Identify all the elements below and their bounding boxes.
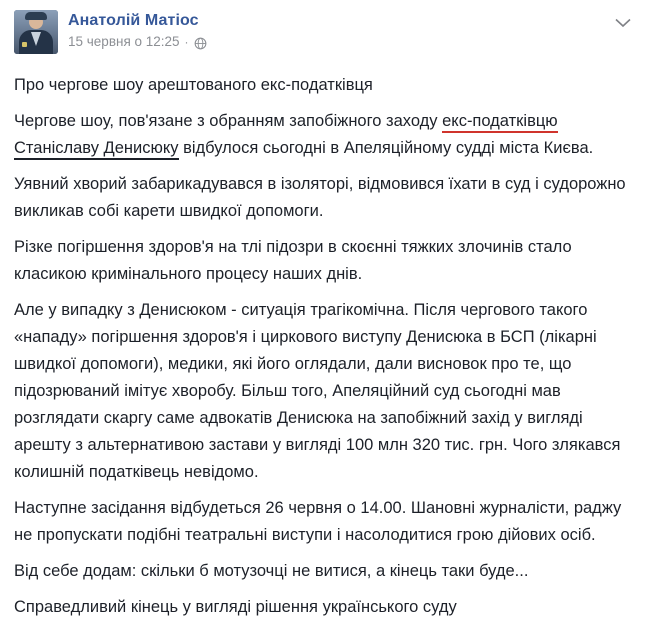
avatar-cap	[25, 12, 47, 20]
globe-icon	[194, 37, 207, 50]
post-header-text	[68, 10, 207, 50]
avatar-insignia	[22, 42, 27, 47]
post-timestamp[interactable]: 15 червня о 12:25	[68, 34, 180, 49]
highlight-ex-taxman: екс-податківцю	[442, 112, 558, 133]
post-header	[0, 0, 650, 58]
post-paragraph-8: Справедливий кінець у вигляді рішення українського суду	[14, 598, 457, 616]
lead-text-2: відбулося сьогодні в Апеляційному судді міста Києва.	[178, 139, 594, 157]
post-paragraph-7: Від себе додам: скільки б мотузочці не витися, а кінець таки буде...	[14, 562, 529, 580]
post-body	[0, 58, 650, 621]
lead-text-1: Чергове шоу, пов'язане з обранням запобіжного заходу	[14, 112, 443, 130]
post-author-name[interactable]: Анатолій Матіос	[68, 12, 199, 29]
post-paragraph-4: Різке погіршення здоров'я на тлі підозри в скоєнні тяжких злочинів стало класикою кримінального процесу наших днів.	[14, 238, 572, 283]
post-menu-button[interactable]	[612, 14, 634, 32]
avatar[interactable]	[14, 10, 58, 54]
post-paragraph-5: Але у випадку з Денисюком - ситуація трагікомічна. Після чергового такого «нападу» погіршення здоров'я і циркового виступу Денисюка в БСП (лікарні швидкої допомоги), медики, які його оглядали, дали висновок про те, що підозрюваний імітує хворобу. Більш того, Апеляційний суд сьогодні мав розглядати скаргу саме адвокатів Денисюка на запобіжний захід у вигляді арешту з альтернативою застави у вигляді 100 млн 320 тис. грн. Чого злякався колишній податківець невідомо.	[14, 301, 621, 481]
post-meta	[68, 34, 207, 50]
post-paragraph-3: Уявний хворий забарикадувався в ізоляторі, відмовився їхати в суд і судорожно викликав собі карети швидкої допомоги.	[14, 175, 626, 220]
post-paragraph-lead	[14, 108, 636, 162]
chevron-down-icon	[615, 18, 631, 28]
meta-separator: ·	[184, 35, 189, 49]
post-paragraph-6: Наступне засідання відбудеться 26 червня о 14.00. Шановні журналісти, раджу не пропускати подібні театральні виступи і насолодитися грою дійових осіб.	[14, 499, 622, 544]
highlight-person-name: Станіславу Денисюку	[14, 139, 179, 160]
post-paragraph-title: Про чергове шоу арештованого екс-податківця	[14, 76, 373, 94]
